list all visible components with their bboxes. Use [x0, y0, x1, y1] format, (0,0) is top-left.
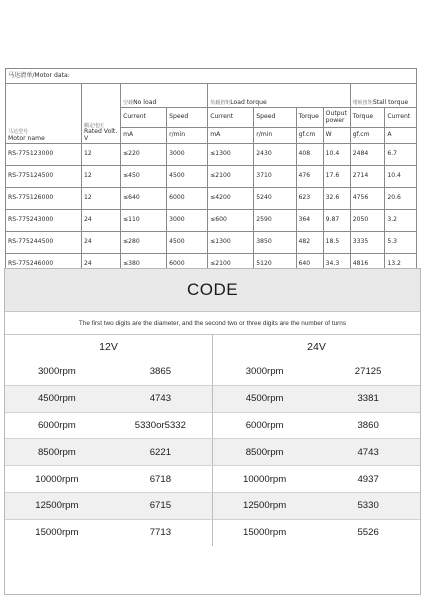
motor-cell-volt: 24: [82, 254, 121, 276]
code-row: [5, 466, 420, 493]
motor-cell-volt: 12: [82, 188, 121, 210]
unit-l-speed: r/min: [254, 128, 296, 144]
code-cell-code12: 7713: [109, 519, 213, 545]
header-no-load: 空载No load: [121, 84, 208, 108]
motor-cell-name: RS-775244500: [6, 232, 82, 254]
unit-l-torque: gf.cm: [296, 128, 323, 144]
motor-cell-l-current: ≤4200: [208, 188, 254, 210]
motor-row: [6, 166, 417, 188]
motor-cell-s-torque: 4756: [350, 188, 385, 210]
motor-cell-l-speed: 3850: [254, 232, 296, 254]
motor-cell-volt: 24: [82, 210, 121, 232]
code-cell-code12: 3865: [109, 359, 213, 385]
motor-cell-l-speed: 3710: [254, 166, 296, 188]
code-row: [5, 359, 420, 385]
code-cell-code24: 3860: [316, 412, 420, 439]
motor-cell-s-current: 20.6: [385, 188, 417, 210]
motor-cell-l-current: ≤1300: [208, 232, 254, 254]
header-l-current: Current: [208, 108, 254, 128]
unit-s-torque: gf.cm: [350, 128, 385, 144]
motor-cell-l-current: ≤600: [208, 210, 254, 232]
code-cell-rpm24: 10000rpm: [213, 466, 317, 493]
code-cell-rpm24: 8500rpm: [213, 439, 317, 466]
motor-cell-s-torque: 3335: [350, 232, 385, 254]
code-cell-code24: 5330: [316, 492, 420, 519]
motor-cell-l-torque: 640: [296, 254, 323, 276]
code-cell-code24: 5526: [357, 527, 379, 539]
motor-cell-nl-current: ≤380: [121, 254, 167, 276]
motor-cell-l-power: 10.4: [323, 144, 350, 166]
code-table: [4, 268, 421, 595]
motor-cell-volt: 12: [82, 144, 121, 166]
motor-cell-s-current: 5.3: [385, 232, 417, 254]
motor-cell-nl-speed: 3000: [167, 144, 208, 166]
header-s-current: Current: [385, 108, 417, 128]
motor-cell-nl-speed: 4500: [167, 232, 208, 254]
code-row: [5, 412, 420, 439]
code-row: [5, 519, 420, 545]
code-cell-code12: 5330or5332: [109, 412, 213, 439]
motor-row: [6, 232, 417, 254]
code-cell-rpm12: 4500rpm: [5, 385, 109, 412]
motor-cell-nl-speed: 4500: [167, 166, 208, 188]
header-stall-torque: 堵转扭矩Stall torque: [350, 84, 416, 108]
motor-cell-nl-current: ≤220: [121, 144, 167, 166]
header-l-torque: Torque: [296, 108, 323, 128]
code-cell-rpm24: 3000rpm: [213, 359, 317, 385]
motor-row: [6, 210, 417, 232]
header-nl-speed: Speed: [167, 108, 208, 128]
motor-cell-nl-current: ≤280: [121, 232, 167, 254]
header-output-power: Output power: [323, 108, 350, 128]
motor-cell-s-current: 13.2: [385, 254, 417, 276]
code-row: [5, 492, 420, 519]
motor-cell-s-torque: 2484: [350, 144, 385, 166]
code-row: [5, 439, 420, 466]
header-nl-current: Current: [121, 108, 167, 128]
header-s-torque: Torque: [350, 108, 385, 128]
motor-cell-l-torque: 364: [296, 210, 323, 232]
motor-cell-volt: 12: [82, 166, 121, 188]
code-cell-code24: 3381: [316, 385, 420, 412]
motor-cell-l-torque: 623: [296, 188, 323, 210]
header-l-speed: Speed: [254, 108, 296, 128]
code-cell-rpm12: 12500rpm: [5, 492, 109, 519]
motor-cell-l-current: ≤2100: [208, 166, 254, 188]
motor-cell-nl-speed: 3000: [167, 210, 208, 232]
motor-cell-name: RS-775243000: [6, 210, 82, 232]
code-cell-code24: 4743: [316, 439, 420, 466]
unit-nl-speed: r/min: [167, 128, 208, 144]
code-cell-rpm24: 15000rpm: [243, 527, 287, 539]
motor-cell-s-torque: 2050: [350, 210, 385, 232]
code-cell-rpm24: 6000rpm: [213, 412, 317, 439]
code-note: The first two digits are the diameter, and the second two or three digits are the number of turns: [5, 312, 420, 335]
code-cell-code12: 4743: [109, 385, 213, 412]
motor-cell-l-power: 18.5: [323, 232, 350, 254]
motor-cell-l-speed: 2590: [254, 210, 296, 232]
motor-cell-l-current: ≤1300: [208, 144, 254, 166]
header-load-torque: 负载扭矩Load torque: [208, 84, 351, 108]
code-cell-rpm12: 8500rpm: [5, 439, 109, 466]
code-cell-rpm24: 12500rpm: [213, 492, 317, 519]
motor-cell-volt: 24: [82, 232, 121, 254]
code-title: CODE: [5, 269, 420, 312]
code-cell-code12: 6221: [109, 439, 213, 466]
motor-cell-name: RS-775246000: [6, 254, 82, 276]
motor-cell-l-speed: 5120: [254, 254, 296, 276]
motor-row: [6, 188, 417, 210]
header-rated-volt: 额定电压 Rated Volt. V: [82, 84, 121, 144]
unit-s-current: A: [385, 128, 417, 144]
motor-cell-l-torque: 408: [296, 144, 323, 166]
code-cell-rpm12: 6000rpm: [5, 412, 109, 439]
unit-nl-current: mA: [121, 128, 167, 144]
code-grid: [5, 335, 420, 546]
column-12v: 12V: [5, 335, 213, 359]
motor-cell-l-power: 32.6: [323, 188, 350, 210]
motor-cell-nl-current: ≤110: [121, 210, 167, 232]
code-cell-code24: 27125: [316, 359, 420, 385]
motor-cell-s-current: 10.4: [385, 166, 417, 188]
motor-cell-l-power: 34.3: [323, 254, 350, 276]
motor-cell-l-torque: 482: [296, 232, 323, 254]
motor-cell-name: RS-775124500: [6, 166, 82, 188]
motor-cell-l-speed: 5240: [254, 188, 296, 210]
code-row: [5, 385, 420, 412]
column-24v: 24V: [307, 341, 326, 353]
code-cell-rpm24: 4500rpm: [213, 385, 317, 412]
code-cell-rpm12: 15000rpm: [35, 527, 79, 539]
header-motor-name: 马达型号 Motor name: [6, 84, 82, 144]
code-cell-rpm12: 10000rpm: [5, 466, 109, 493]
motor-cell-s-current: 6.7: [385, 144, 417, 166]
motor-cell-l-power: 17.6: [323, 166, 350, 188]
unit-l-current: mA: [208, 128, 254, 144]
motor-cell-s-current: 3.2: [385, 210, 417, 232]
code-cell-code12: 6718: [109, 466, 213, 493]
motor-cell-nl-current: ≤640: [121, 188, 167, 210]
code-cell-code24: 4937: [316, 466, 420, 493]
motor-cell-l-current: ≤2100: [208, 254, 254, 276]
motor-cell-nl-speed: 6000: [167, 188, 208, 210]
code-cell-rpm12: 3000rpm: [5, 359, 109, 385]
motor-data-table: [5, 68, 417, 276]
motor-data-title: 马达清单/Motor data:: [6, 69, 417, 84]
motor-cell-l-torque: 476: [296, 166, 323, 188]
unit-l-power: W: [323, 128, 350, 144]
motor-cell-s-torque: 4816: [350, 254, 385, 276]
code-cell-code12: 6715: [109, 492, 213, 519]
motor-cell-l-speed: 2430: [254, 144, 296, 166]
motor-cell-nl-speed: 6000: [167, 254, 208, 276]
motor-cell-s-torque: 2714: [350, 166, 385, 188]
motor-cell-name: RS-775123000: [6, 144, 82, 166]
motor-cell-l-power: 9.87: [323, 210, 350, 232]
motor-cell-name: RS-775126000: [6, 188, 82, 210]
motor-cell-nl-current: ≤450: [121, 166, 167, 188]
motor-row: [6, 144, 417, 166]
